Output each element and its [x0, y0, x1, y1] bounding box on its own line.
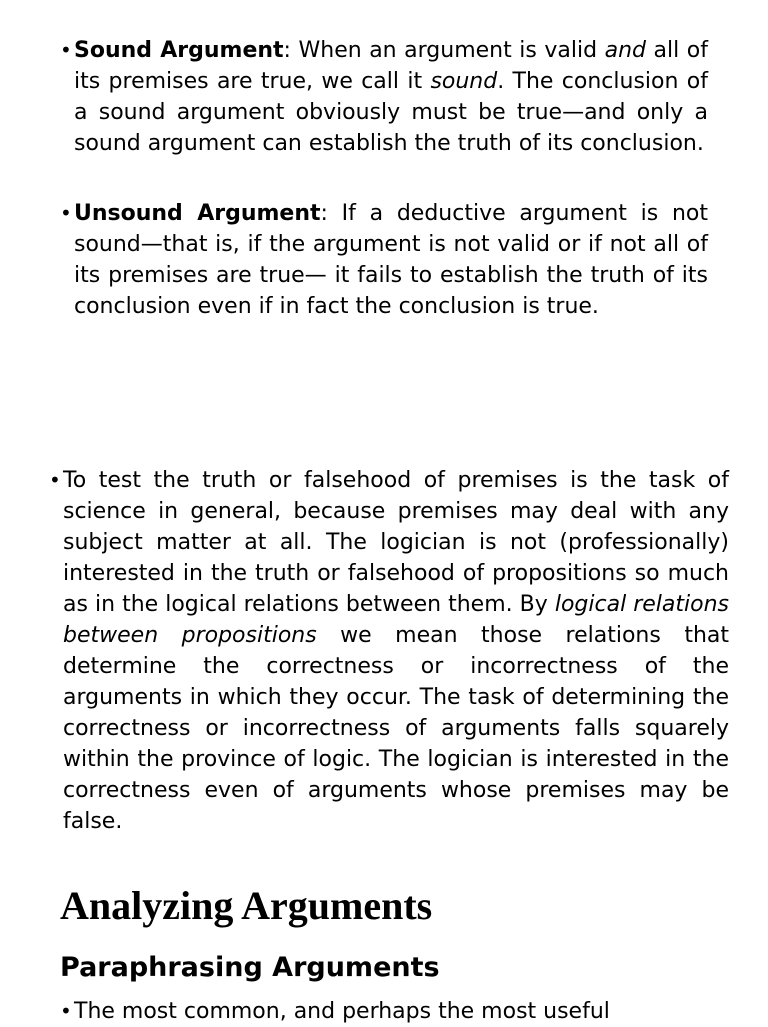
bullet-icon: •	[60, 201, 72, 225]
bullet-sound-argument	[60, 35, 708, 159]
emphasis-text: and	[604, 38, 647, 63]
term-sound-argument: Sound Argument	[74, 38, 284, 63]
paragraph-text: To test the truth or falsehood of premises is the task of science in general, because premises may deal with any subject matter at all. The logician is not (professionally) interested in the truth or falsehood of propositions so much as in the logical relations between them. By	[63, 468, 729, 617]
paragraph-text: The most common, and perhaps the most useful	[74, 999, 610, 1024]
definition-text: : When an argument is valid	[283, 38, 605, 63]
paragraph-text: we mean those relations that determine the correctness or incorrectness of the arguments in which they occur. The task of determining the correctness or incorrectness of arguments falls squarely within the province of logic. The logician is interested in the correctness even of arguments whose premises may be false.	[63, 623, 729, 834]
section-title: Analyzing Arguments	[60, 883, 433, 928]
bullet-unsound-argument	[60, 198, 708, 322]
bullet-icon: •	[60, 999, 72, 1023]
emphasis-text: sound	[430, 69, 498, 94]
definition-text: all of its premises are true, we call it	[74, 38, 708, 94]
section-subtitle: Paraphrasing Arguments	[60, 952, 440, 983]
emphasis-text: logical relations between propositions	[63, 592, 729, 648]
term-unsound-argument: Unsound Argument	[74, 201, 321, 226]
bullet-paraphrasing	[60, 996, 708, 1027]
bullet-icon: •	[49, 468, 61, 492]
bullet-testing-premises	[49, 465, 729, 837]
definition-text: : If a deductive argument is not sound—that is, if the argument is not valid or if not all of its premises are true— it fails to establish the truth of its conclusion even if in fact the conclusion is true.	[74, 201, 708, 319]
definition-text: . The conclusion of a sound argument obviously must be true—and only a sound argument can establish the truth of its conclusion.	[74, 69, 708, 156]
bullet-icon: •	[60, 38, 72, 62]
